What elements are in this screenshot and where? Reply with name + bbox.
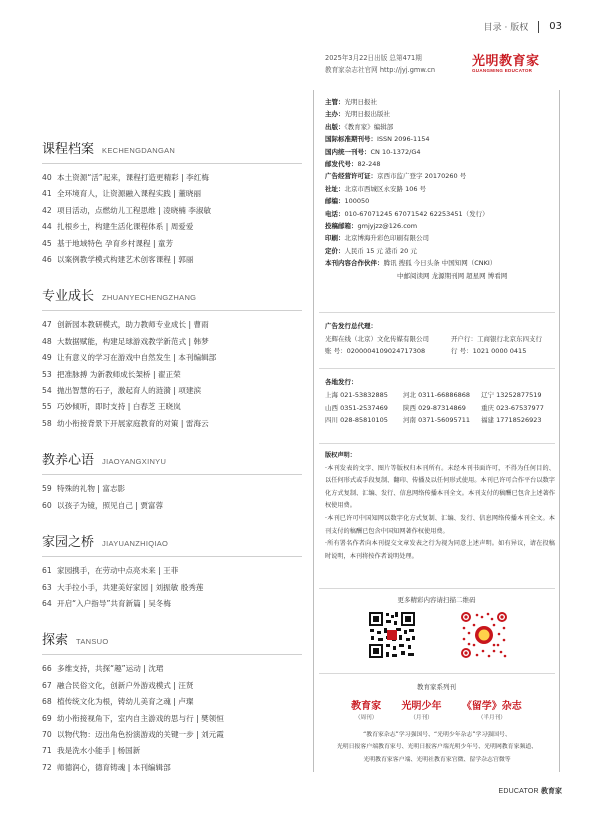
toc-entry[interactable] (42, 317, 302, 333)
section-title-cn: 家园之桥 (42, 535, 95, 551)
entry-page: 59 (42, 484, 52, 494)
page-header (484, 20, 562, 33)
toc-entry[interactable] (42, 350, 302, 366)
info-row (325, 232, 555, 244)
brand-logo (472, 50, 572, 76)
media-channels (318, 729, 556, 766)
entry-page: 47 (42, 320, 52, 330)
info-value: 光明日报社 (344, 98, 377, 106)
logo-english: GUANGMING EDUCATOR (472, 68, 533, 73)
info-label: 主办： (325, 110, 345, 119)
entry-page: 68 (42, 697, 52, 707)
divider (319, 443, 555, 444)
entry-title: 把准脉搏 为新教师成长架桥 | 翟正荣 (57, 369, 181, 379)
toc-entry[interactable] (42, 661, 302, 677)
toc-entry[interactable] (42, 711, 302, 727)
toc-entry[interactable] (42, 596, 302, 612)
channels-line: 光明日报客户端教育家号、光明日报客户端光明少年号、光明网教育家频道、 (336, 744, 538, 751)
page-number: 03 (549, 21, 562, 32)
ad-agency (325, 320, 555, 358)
entry-page: 41 (42, 189, 52, 199)
entry-page: 42 (42, 205, 52, 215)
entry-page: 60 (42, 500, 52, 510)
info-row (325, 96, 555, 108)
table-of-contents (42, 138, 302, 793)
entry-page: 58 (42, 418, 52, 428)
info-row (325, 208, 555, 220)
toc-entry[interactable] (42, 481, 302, 497)
toc-entry[interactable] (42, 236, 302, 252)
toc-section (42, 138, 302, 268)
info-label: 邮编： (325, 197, 345, 206)
toc-entry[interactable] (42, 743, 302, 759)
entry-page: 71 (42, 746, 52, 756)
channels-line: “教育家杂志”学习强国号、“光明少年杂志”学习强国号、 (363, 732, 511, 738)
toc-entry[interactable] (42, 563, 302, 579)
entry-page: 64 (42, 598, 52, 608)
section-heading (42, 138, 302, 164)
ads-bank-code: 行 号：1021 0000 0415 (451, 347, 527, 356)
section-title-cn: 探索 (42, 633, 69, 649)
divider (319, 588, 555, 589)
info-value: 京西市监广登字 20170260 号 (377, 172, 467, 181)
branch-contact: 山西 0351-2537469 (325, 403, 388, 412)
info-label: 主管： (325, 98, 345, 106)
entry-title: 创新园本教研模式，助力教师专业成长 | 曹雨 (57, 320, 209, 330)
divider (319, 368, 555, 369)
ads-title: 广告发行总代理： (325, 322, 377, 330)
entry-page: 55 (42, 402, 52, 412)
entry-title: 大数据赋能，构建足球游戏教学新范式 | 韩梦 (57, 336, 209, 346)
entry-page: 53 (42, 369, 52, 379)
info-row (325, 146, 555, 158)
section-title-cn: 教养心语 (42, 453, 95, 469)
info-value: 北京博海升彩色印刷有限公司 (344, 234, 429, 243)
entry-page: 54 (42, 386, 52, 396)
entry-page: 44 (42, 222, 52, 232)
info-label: 社址： (325, 184, 345, 193)
toc-entry[interactable] (42, 219, 302, 235)
magazine-name: 教育家 (351, 701, 382, 712)
toc-section (42, 629, 302, 776)
regional-distribution (325, 376, 555, 427)
entry-title: 基于地域特色 孕育乡村课程 | 童芳 (57, 238, 174, 248)
entry-title: 我是洗水小能手 | 杨国新 (57, 746, 141, 756)
official-site: 教育家杂志社官网 http://jyj.gmw.cn (325, 66, 436, 74)
section-heading (42, 285, 302, 311)
entry-title: 开启“入户指导”共育新篇 | 吴冬梅 (57, 598, 171, 608)
entry-title: 以案例教学模式构建艺术创客课程 | 郭丽 (57, 255, 194, 265)
branch-contact: 河北 0311-66886868 (403, 390, 471, 399)
section-label: 目录 · 版权 (483, 23, 529, 33)
ads-account: 账 号：0200004109024717308 (325, 347, 426, 356)
branch-contact: 陕西 029-87314869 (403, 403, 466, 412)
entry-page: 63 (42, 582, 52, 592)
info-value: ISSN 2096-1154 (377, 135, 430, 144)
magazine-item[interactable] (401, 697, 441, 721)
branch-contact: 河南 0371-56095711 (403, 416, 471, 425)
section-title-pinyin: JIAYUANZHIQIAO (102, 539, 169, 549)
magazine-item[interactable] (351, 697, 381, 721)
entry-title: 融合民俗文化，创新户外游戏模式 | 汪贤 (57, 680, 194, 690)
entry-title: 多维支持，共探“趣”运动 | 沈珺 (57, 664, 164, 674)
toc-entry[interactable] (42, 252, 302, 268)
logo-text: 光明教育家 (472, 54, 540, 69)
declaration-paragraph: ·所有署名作者向本刊提交文章发表之行为视为同意上述声明。如有异议，请在投稿时说明，本刊将按作者说明处理。 (325, 540, 555, 560)
toc-entry[interactable] (42, 203, 302, 219)
info-row (325, 257, 555, 269)
entry-page: 45 (42, 238, 52, 248)
declaration-paragraph: ·本刊发表的文字、图片等版权归本刊所有。未经本刊书面许可，不得为任何目的、以任何形式或手段复制、翻印、传播及以任何形式使用。本刊已许可合作平台以数字化方式复制、汇编、发行、信息网络传播本刊全文。本刊支付的稿酬已包含上述著作权使用费。 (325, 464, 555, 510)
magazine-name: 光明少年 (401, 701, 442, 712)
series-title: 教育家系列刊 (417, 683, 456, 691)
magazine-frequency: （周刊） (354, 715, 378, 721)
info-label: 国内统一刊号： (325, 147, 371, 156)
entry-page: 69 (42, 713, 52, 723)
section-title-cn: 专业成长 (42, 289, 95, 305)
toc-entry[interactable] (42, 383, 302, 399)
toc-entry[interactable] (42, 678, 302, 694)
branches-grid (325, 389, 555, 427)
branch-contact: 福建 17718526923 (481, 416, 542, 425)
page-footer (499, 786, 562, 796)
branch-contact: 四川 028-85810105 (325, 416, 388, 425)
toc-entry[interactable] (42, 416, 302, 432)
entry-page: 40 (42, 173, 52, 182)
branch-contact: 重庆 023-67537977 (481, 403, 544, 412)
qr-caption: 更多精彩内容请扫描二维码 (397, 596, 476, 604)
divider (319, 312, 555, 313)
entry-page: 66 (42, 664, 52, 674)
branch-contact: 辽宁 13252877519 (481, 390, 542, 399)
entry-title: 以物代物：迈出角色扮演游戏的关键一步 | 刘元霞 (57, 729, 224, 739)
section-heading (42, 449, 302, 475)
declaration-paragraph: ·本刊已许可中国知网以数字化方式复制、汇编、发行、信息网络传播本刊全文。本刊支付的稿酬已包含中国知网著作权使用费。 (325, 514, 555, 535)
toc-section (42, 449, 302, 514)
branch-contact: 上海 021-53832885 (325, 390, 388, 399)
info-value: 100050 (344, 197, 370, 206)
magazine-frequency: （半月刊） (477, 715, 506, 721)
info-label: 印刷： (325, 234, 345, 243)
entry-page: 49 (42, 353, 52, 363)
toc-entry[interactable] (42, 498, 302, 514)
toc-entry[interactable] (42, 580, 302, 596)
info-row (325, 133, 555, 145)
entry-title: 师德润心，德育铸魂 | 本刊编辑部 (57, 762, 171, 772)
entry-title: 幼小衔接视角下，室内自主游戏的思与行 | 樊领恒 (57, 713, 224, 723)
section-title-pinyin: KECHENGDANGAN (102, 146, 176, 155)
magazine-name: 《留学》杂志 (461, 701, 522, 712)
toc-entry[interactable] (42, 334, 302, 350)
section-heading (42, 531, 302, 557)
publication-meta (325, 52, 435, 76)
toc-entry[interactable] (42, 186, 302, 202)
entry-page: 61 (42, 566, 52, 576)
toc-entry[interactable] (42, 727, 302, 743)
info-row (325, 245, 555, 257)
entry-title: 幼小衔接背景下开展家庭教育的对策 | 雷海云 (57, 418, 209, 428)
info-row-partners: 中邮阅读网 龙源期刊网 超星网 博看网 (397, 271, 508, 280)
footer-chinese: 教育家 (541, 787, 562, 795)
channels-line: 光明教育家客户端、光明社教育家官微、留学杂志官微等 (363, 756, 511, 763)
info-label: 广告经营许可证： (325, 172, 377, 181)
section-heading (42, 629, 302, 655)
entry-title: 全环境育人，让资源融入课程实践 | 董晓丽 (57, 189, 202, 199)
entry-title: 以孩子为镜，照见自己 | 贾富蓉 (57, 500, 164, 510)
qr-code-app[interactable] (460, 611, 508, 659)
entry-title: 特殊的礼物 | 富志影 (57, 484, 126, 494)
ads-bank: 开户行：工商银行北京东四支行 (451, 334, 542, 343)
info-value: 人民币 15 元 港币 20 元 (344, 246, 417, 255)
entry-page: 72 (42, 762, 52, 772)
divider (319, 673, 555, 674)
info-row (325, 170, 555, 182)
info-value: 82-248 (357, 160, 381, 169)
declaration-title: 版权声明： (325, 452, 356, 459)
entry-title: 抛出智慧的石子，激起育人的涟漪 | 项建滨 (57, 386, 202, 396)
info-label: 电话： (325, 209, 345, 218)
info-value: CN 10-1372/G4 (370, 147, 421, 156)
info-row (325, 158, 555, 170)
branches-title: 各地发行： (325, 378, 358, 386)
entry-title: 巧妙倾听，即时支持 | 白春芝 王晓岚 (57, 402, 181, 412)
publication-info (325, 96, 555, 282)
entry-title: 植传统文化为根，铸幼儿美育之魂 | 卢璨 (57, 697, 194, 707)
info-label: 国际标准期刊号： (325, 135, 377, 144)
toc-entry[interactable] (42, 694, 302, 710)
magazine-frequency: （月刊） (410, 715, 433, 721)
qr-code-wechat[interactable] (368, 611, 416, 659)
toc-entry[interactable] (42, 367, 302, 383)
info-label: 本刊内容合作伙伴： (325, 259, 384, 268)
ads-company: 光辉在线（北京）文化传媒有限公司 (325, 334, 429, 343)
entry-page: 70 (42, 729, 52, 739)
info-row (325, 183, 555, 195)
toc-entry[interactable] (42, 170, 302, 186)
entry-title: 本土资源“活”起来，课程打造更精彩 | 李红梅 (57, 173, 209, 182)
entry-title: 大手拉小手，共建美好家园 | 刘振敏 殷秀莲 (57, 582, 204, 592)
toc-entry[interactable] (42, 760, 302, 776)
info-row (325, 220, 555, 232)
entry-title: 项目活动，点燃幼儿工程思维 | 凌晓楠 李淑敏 (57, 205, 212, 215)
info-value: 北京市西城区永安路 106 号 (344, 184, 427, 193)
footer-english: EDUCATOR (498, 788, 539, 795)
info-value: 《教育家》编辑部 (344, 122, 394, 131)
magazine-series (313, 697, 560, 721)
entry-title: 家园携手，在劳动中点亮未来 | 王菲 (57, 566, 179, 576)
info-label: 出版： (325, 122, 345, 131)
header-divider (538, 21, 539, 33)
magazine-item[interactable] (462, 697, 522, 721)
toc-entry[interactable] (42, 399, 302, 415)
info-label: 投稿邮箱： (325, 222, 358, 231)
info-label: 定价： (325, 246, 345, 255)
info-value: gmjyjzz@126.com (357, 222, 418, 231)
info-value: 光明日报出版社 (344, 110, 390, 119)
entry-title: 扎根乡土，构建生活化课程体系 | 周爱爱 (57, 222, 194, 232)
toc-section (42, 285, 302, 432)
info-row (325, 121, 555, 133)
entry-page: 67 (42, 680, 52, 690)
info-label: 邮发代号： (325, 160, 358, 169)
info-value: 010-67071245 67071542 62253451（发行） (344, 209, 489, 218)
toc-section (42, 531, 302, 612)
section-title-pinyin: TANSUO (76, 637, 109, 647)
entry-page: 46 (42, 255, 52, 265)
entry-title: 让有意义的学习在游戏中自然发生 | 本刊编辑部 (57, 353, 217, 363)
section-title-cn: 课程档案 (42, 142, 95, 157)
copyright-declaration (325, 450, 555, 563)
info-value: 腾讯 搜狐 今日头条 中国知网（CNKI） (383, 259, 497, 268)
section-title-pinyin: ZHUANYECHENGZHANG (102, 293, 197, 303)
section-title-pinyin: JIAOYANGXINYU (102, 457, 167, 467)
info-row (325, 108, 555, 120)
entry-page: 48 (42, 336, 52, 346)
issue-date: 2025年3月22日出版 总第471期 (325, 54, 422, 62)
info-row (325, 195, 555, 207)
